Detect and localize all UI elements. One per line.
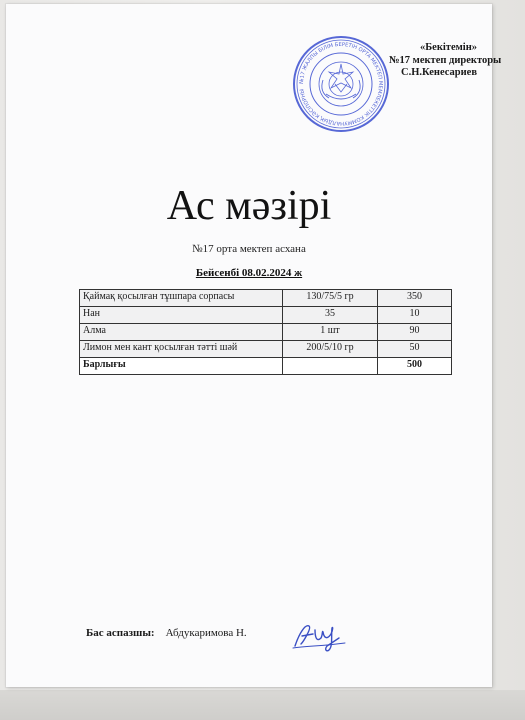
table-row <box>80 307 452 324</box>
page-title: Ас мәзірі <box>166 183 332 229</box>
menu-date: Бейсенбі 08.02.2024 ж <box>195 267 303 279</box>
dish-name: Алма <box>80 324 283 341</box>
official-seal-stamp <box>291 34 391 134</box>
menu-table <box>79 289 452 375</box>
approval-line-1: «Бекітемін» <box>419 42 477 53</box>
seal-text: №17 ЖАЛПЫ БІЛІМ БЕРЕТІН ОРТА МЕКТЕП МЕМЛЕКЕТТІК КОММУНАЛДЫҚ КӘСІПОРНЫ <box>298 41 384 127</box>
head-chef-name: Абдукаримова Н. <box>165 627 247 639</box>
signature-icon <box>289 616 349 652</box>
total-label: Барлығы <box>80 358 283 375</box>
dish-name: Лимон мен кант қосылған тәтті шәй <box>80 341 283 358</box>
head-chef-label: Бас аспазшы: <box>86 627 155 639</box>
approval-block <box>389 42 502 80</box>
canteen-name: №17 орта мектеп асхана <box>192 243 306 255</box>
dish-price: 350 <box>378 290 452 307</box>
dish-weight: 35 <box>283 307 378 324</box>
dish-price: 90 <box>378 324 452 341</box>
approval-line-3: С.Н.Кенесариев <box>401 67 477 78</box>
desk-surface <box>0 690 525 720</box>
dish-weight: 1 шт <box>283 324 378 341</box>
total-weight <box>283 358 378 375</box>
dish-name: Қаймақ қосылған тұшпара сорпасы <box>80 290 283 307</box>
dish-weight: 130/75/5 гр <box>283 290 378 307</box>
dish-price: 50 <box>378 341 452 358</box>
dish-name: Нан <box>80 307 283 324</box>
approval-line-2: №17 мектеп директоры <box>389 54 502 66</box>
table-row <box>80 341 452 358</box>
svg-text:№17 ЖАЛПЫ БІЛІМ БЕРЕТІН ОРТА М <box>299 42 383 126</box>
total-row <box>80 358 452 375</box>
total-price: 500 <box>378 358 452 375</box>
table-row <box>80 324 452 341</box>
dish-weight: 200/5/10 гр <box>283 341 378 358</box>
table-row <box>80 290 452 307</box>
dish-price: 10 <box>378 307 452 324</box>
menu-document <box>6 4 502 687</box>
head-chef-line <box>86 627 247 639</box>
